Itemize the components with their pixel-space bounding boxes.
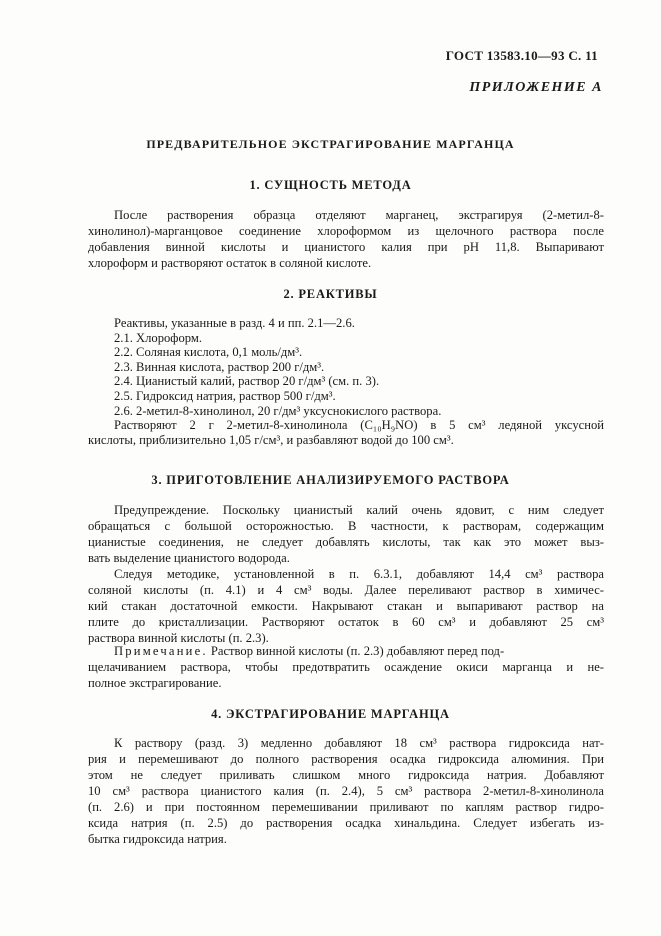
text-line: 2.2. Соляная кислота, 0,1 моль/дм³. <box>114 345 303 360</box>
section-1-heading: 1. СУЩНОСТЬ МЕТОДА <box>249 178 412 192</box>
text-line: щелачиванием раствора, чтобы предотвратить осаждение окиси марганца и не- <box>88 660 604 674</box>
text-line: 2.1. Хлороформ. <box>114 330 202 345</box>
section-4-heading: 4. ЭКСТРАГИРОВАНИЕ МАРГАНЦА <box>211 707 450 721</box>
text-line: хинолинол)-марганцовое соединение хлороформом из щелочного раствора после <box>88 224 604 238</box>
text-line: 2.5. Гидроксид натрия, раствор 500 г/дм³. <box>114 388 336 403</box>
text-line: Реактивы, указанные в разд. 4 и пп. 2.1—2.6. <box>114 316 355 330</box>
text-line: ксида натрия (п. 2.5) до растворения осадка хинальдина. Следует избегать из- <box>88 816 604 830</box>
section-2-heading: 2. РЕАКТИВЫ <box>283 287 378 301</box>
text-line: полное экстрагирование. <box>88 676 222 690</box>
text-line: бытка гидроксида натрия. <box>88 832 227 846</box>
text-line: К раствору (разд. 3) медленно добавляют 18 см³ раствора гидроксида нат- <box>114 736 604 750</box>
text-line: Предупреждение. Поскольку цианистый калий очень ядовит, с ним следует <box>114 503 604 517</box>
text-line: 2.4. Цианистый калий, раствор 20 г/дм³ (см. п. 3). <box>114 374 380 389</box>
text-line: 2.6. 2-метил-8-хинолинол, 20 г/дм³ уксуснокислого раствора. <box>114 403 442 418</box>
text-line: вать выделение цианистого водорода. <box>88 551 290 565</box>
section-3-heading: 3. ПРИГОТОВЛЕНИЕ АНАЛИЗИРУЕМОГО РАСТВОРА <box>151 473 510 487</box>
note-text: Раствор винной кислоты (п. 2.3) добавляют перед под- <box>207 644 505 658</box>
text-line: плите до кристаллизации. Растворяют остаток в 60 см³ и добавляют 25 см³ <box>88 615 604 629</box>
standard-header: ГОСТ 13583.10—93 С. 11 <box>445 48 598 63</box>
text-line: После растворения образца отделяют марганец, экстрагируя (2-метил-8- <box>114 208 604 222</box>
appendix-label: ПРИЛОЖЕНИЕ А <box>469 80 603 95</box>
document-title: ПРЕДВАРИТЕЛЬНОЕ ЭКСТРАГИРОВАНИЕ МАРГАНЦА <box>146 137 515 151</box>
text-line: (п. 2.6) и при постоянном перемешивании приливают по каплям раствор гидро- <box>88 800 604 814</box>
text-line: добавления винной кислоты и цианистого калия при pH 11,8. Выпаривают <box>88 240 604 254</box>
text-line: цианистые соединения, не следует добавлять кислоты, так как это может выз- <box>88 535 604 549</box>
text-line: раствора винной кислоты (п. 2.3). <box>88 631 269 645</box>
text-line: кий стакан достаточной емкости. Накрывают стакан и выпаривают раствор на <box>88 599 604 613</box>
text-line: этом не следует приливать слишком много гидроксида натрия. Добавляют <box>88 768 604 782</box>
text-line: хлороформ и растворяют остаток в соляной кислоте. <box>88 256 372 270</box>
section-2-text <box>88 316 604 447</box>
section-3-procedure <box>88 566 604 646</box>
text-line: кислоты, приблизительно 1,05 г/см³, и разбавляют водой до 100 см³. <box>88 432 454 447</box>
text-line: 2.3. Винная кислота, раствор 200 г/дм³. <box>114 359 325 374</box>
text-line: обращаться с большой осторожностью. В частности, к растворам, содержащим <box>88 519 604 533</box>
section-1-text <box>88 207 604 271</box>
text-line <box>88 643 604 659</box>
text-line: соляной кислоты (п. 4.1) и 4 см³ воды. Далее переливают раствор в химичес- <box>88 583 604 597</box>
section-4-text <box>88 735 604 847</box>
text-line: 10 см³ раствора цианистого калия (п. 2.4), 5 см³ раствора 2-метил-8-хинолинола <box>88 784 604 798</box>
text-line: Следуя методике, установленной в п. 6.3.1, добавляют 14,4 см³ раствора <box>114 567 604 581</box>
section-3-note <box>88 643 604 691</box>
text-line: рия и перемешивают до полного растворения осадка гидроксида алюминия. При <box>88 752 604 766</box>
text-line: Растворяют 2 г 2-метил-8-хинолинола (C₁₀H₉NO) в 5 см³ ледяной уксусной <box>114 418 604 433</box>
note-label: Примечание. <box>114 644 208 658</box>
section-3-warning <box>88 502 604 566</box>
